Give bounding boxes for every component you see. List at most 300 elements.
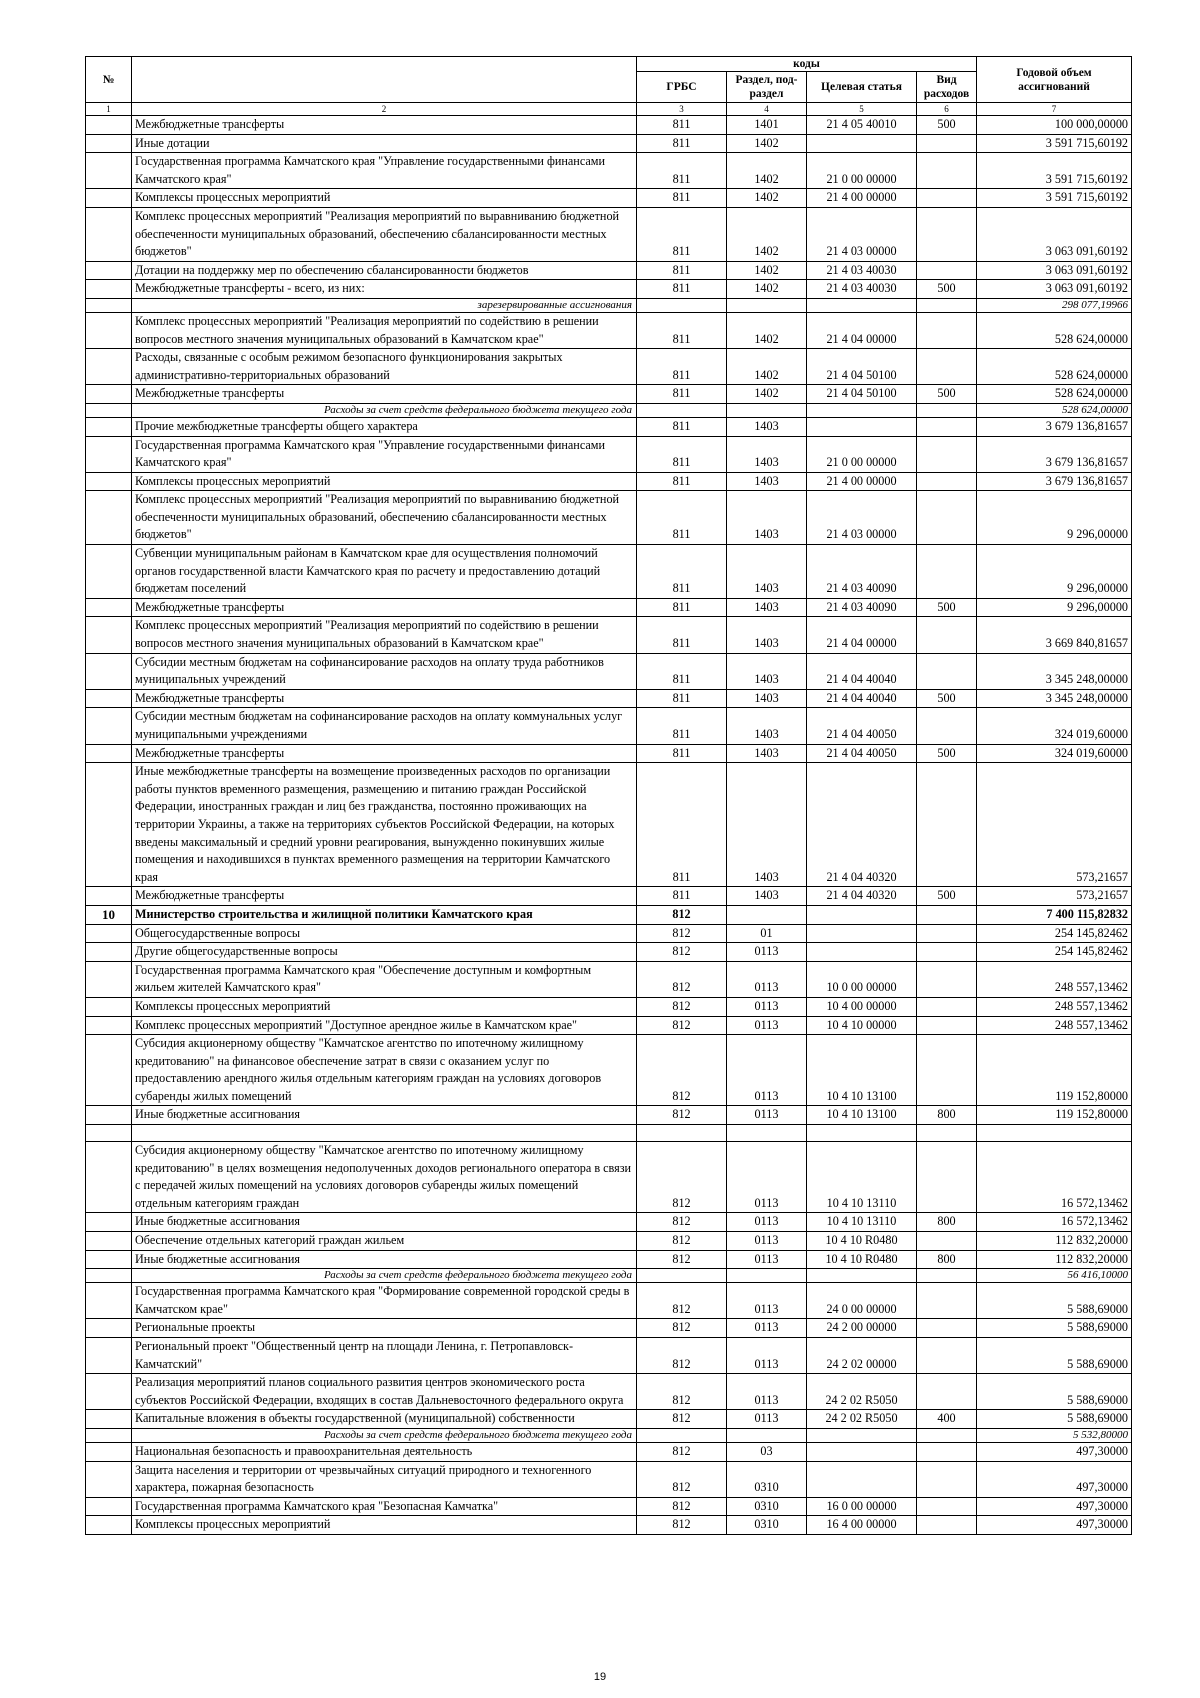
row-number-cell	[86, 312, 132, 348]
note-row	[86, 1269, 1132, 1283]
column-number: 3	[637, 103, 727, 116]
grbs-code: 812	[637, 1338, 727, 1374]
row-number-cell	[86, 689, 132, 708]
annual-amount: 3 345 248,00000	[977, 689, 1132, 708]
expense-type-code	[917, 1497, 977, 1516]
target-article-code: 10 4 10 13110	[807, 1213, 917, 1232]
table-row	[86, 1319, 1132, 1338]
empty-cell	[727, 1125, 807, 1142]
expense-type-code	[917, 153, 977, 189]
target-article-code: 21 4 04 50100	[807, 385, 917, 404]
expense-name: Государственная программа Камчатского края "Управление государственными финансами Камчатского края"	[132, 153, 637, 189]
row-number-cell	[86, 491, 132, 545]
expense-type-code: 800	[917, 1106, 977, 1125]
annual-amount: 497,30000	[977, 1442, 1132, 1461]
grbs-code: 811	[637, 207, 727, 261]
target-article-code: 21 4 04 50100	[807, 349, 917, 385]
razdel-code: 1402	[727, 280, 807, 299]
razdel-code: 1402	[727, 385, 807, 404]
grbs-code: 812	[637, 1516, 727, 1535]
annual-amount: 112 832,20000	[977, 1232, 1132, 1251]
expense-name: Комплекс процессных мероприятий "Реализация мероприятий по выравниванию бюджетной обеспеченности муниципальных образований, обеспечению сбалансированности местных бюджетов"	[132, 491, 637, 545]
table-row	[86, 997, 1132, 1016]
target-article-code: 24 2 02 00000	[807, 1338, 917, 1374]
expense-type-code	[917, 545, 977, 599]
expense-name: Межбюджетные трансферты	[132, 385, 637, 404]
razdel-code: 1403	[727, 472, 807, 491]
column-number: 1	[86, 103, 132, 116]
target-article-code: 21 4 03 00000	[807, 207, 917, 261]
table-row	[86, 1035, 1132, 1106]
table-row	[86, 280, 1132, 299]
expense-name: Комплексы процессных мероприятий	[132, 997, 637, 1016]
target-article-code	[807, 1442, 917, 1461]
annual-amount: 112 832,20000	[977, 1250, 1132, 1269]
empty-cell	[977, 1125, 1132, 1142]
row-number-cell	[86, 1410, 132, 1429]
row-number-cell	[86, 1428, 132, 1442]
target-article-code: 21 0 00 00000	[807, 436, 917, 472]
row-number-cell	[86, 436, 132, 472]
grbs-code: 811	[637, 887, 727, 906]
expense-name: Комплексы процессных мероприятий	[132, 472, 637, 491]
table-row	[86, 961, 1132, 997]
razdel-code: 1403	[727, 763, 807, 887]
budget-table	[85, 56, 1132, 1535]
razdel-code: 0113	[727, 1338, 807, 1374]
row-number-cell	[86, 1106, 132, 1125]
grbs-code: 811	[637, 312, 727, 348]
expense-type-code	[917, 1016, 977, 1035]
grbs-code: 811	[637, 472, 727, 491]
razdel-code: 1403	[727, 598, 807, 617]
grbs-code: 812	[637, 1106, 727, 1125]
note-text: Расходы за счет средств федерального бюджета текущего года	[132, 1269, 637, 1283]
column-number: 6	[917, 103, 977, 116]
header-name	[132, 57, 637, 103]
annual-amount: 497,30000	[977, 1516, 1132, 1535]
razdel-code: 0113	[727, 961, 807, 997]
header-codes: коды	[637, 57, 977, 72]
row-number-cell	[86, 207, 132, 261]
target-article-code: 24 2 02 R5050	[807, 1410, 917, 1429]
annual-amount: 3 679 136,81657	[977, 417, 1132, 436]
target-article-code: 21 4 03 40030	[807, 280, 917, 299]
note-amount: 298 077,19966	[977, 298, 1132, 312]
expense-name: Иные бюджетные ассигнования	[132, 1213, 637, 1232]
row-number-cell	[86, 1142, 132, 1213]
expense-type-code	[917, 708, 977, 744]
razdel-code: 0113	[727, 1319, 807, 1338]
expense-name: Межбюджетные трансферты - всего, из них:	[132, 280, 637, 299]
table-row	[86, 385, 1132, 404]
note-text: Расходы за счет средств федерального бюджета текущего года	[132, 403, 637, 417]
row-number-cell	[86, 153, 132, 189]
grbs-code: 811	[637, 491, 727, 545]
razdel-code: 1403	[727, 545, 807, 599]
expense-type-code	[917, 924, 977, 943]
expense-name: Комплекс процессных мероприятий "Доступное арендное жилье в Камчатском крае"	[132, 1016, 637, 1035]
row-number-cell	[86, 598, 132, 617]
grbs-code: 812	[637, 905, 727, 924]
row-number-cell	[86, 997, 132, 1016]
razdel-code: 03	[727, 1442, 807, 1461]
expense-name: Субсидии местным бюджетам на софинансирование расходов на оплату коммунальных услуг муниципальными учреждениями	[132, 708, 637, 744]
razdel-code: 0113	[727, 1106, 807, 1125]
expense-type-code	[917, 349, 977, 385]
expense-type-code	[917, 472, 977, 491]
razdel-code: 1403	[727, 491, 807, 545]
annual-amount: 254 145,82462	[977, 943, 1132, 962]
row-number-cell	[86, 1442, 132, 1461]
empty-cell	[727, 1428, 807, 1442]
grbs-code: 811	[637, 598, 727, 617]
annual-amount: 3 679 136,81657	[977, 472, 1132, 491]
table-row	[86, 887, 1132, 906]
expense-name: Комплекс процессных мероприятий "Реализация мероприятий по содействию в решении вопросов местного значения муниципальных образований в Камчатском крае"	[132, 312, 637, 348]
row-number-cell	[86, 1374, 132, 1410]
target-article-code: 21 4 04 40050	[807, 744, 917, 763]
note-row	[86, 403, 1132, 417]
annual-amount: 9 296,00000	[977, 491, 1132, 545]
expense-type-code	[917, 1338, 977, 1374]
row-number-cell	[86, 1269, 132, 1283]
row-number-cell	[86, 116, 132, 135]
expense-name: Региональный проект "Общественный центр на площади Ленина, г. Петропавловск-Камчатский"	[132, 1338, 637, 1374]
razdel-code: 0113	[727, 943, 807, 962]
target-article-code: 21 4 04 00000	[807, 312, 917, 348]
target-article-code: 16 0 00 00000	[807, 1497, 917, 1516]
razdel-code: 1403	[727, 708, 807, 744]
row-number-cell	[86, 1035, 132, 1106]
target-article-code: 21 4 03 40090	[807, 598, 917, 617]
target-article-code: 21 4 04 40040	[807, 653, 917, 689]
target-article-code: 21 4 04 40320	[807, 763, 917, 887]
grbs-code: 811	[637, 280, 727, 299]
annual-amount: 3 591 715,60192	[977, 134, 1132, 153]
target-article-code: 21 4 03 00000	[807, 491, 917, 545]
razdel-code: 1402	[727, 189, 807, 208]
table-row	[86, 1497, 1132, 1516]
row-number-cell	[86, 887, 132, 906]
expense-name: Иные межбюджетные трансферты на возмещение произведенных расходов по организации работы пунктов временного размещения, размещению и питанию граждан Российской Федерации, иностранных граждан и лиц без гражданства, постоянно проживающих на территории Украины, а также на территориях субъектов Российской Федерации, на которых введены максимальный и средний уровни реагирования, вынужденно покинувших жилые помещения и находившихся в пунктах временного размещения на территории Камчатского края	[132, 763, 637, 887]
annual-amount: 7 400 115,82832	[977, 905, 1132, 924]
annual-amount: 528 624,00000	[977, 385, 1132, 404]
expense-type-code	[917, 1461, 977, 1497]
razdel-code: 1403	[727, 653, 807, 689]
row-number-cell	[86, 298, 132, 312]
razdel-code: 0113	[727, 997, 807, 1016]
annual-amount: 254 145,82462	[977, 924, 1132, 943]
annual-amount: 5 588,69000	[977, 1410, 1132, 1429]
table-row	[86, 617, 1132, 653]
grbs-code: 812	[637, 1232, 727, 1251]
grbs-code: 812	[637, 1035, 727, 1106]
empty-cell	[807, 1269, 917, 1283]
target-article-code: 16 4 00 00000	[807, 1516, 917, 1535]
expense-type-code	[917, 1142, 977, 1213]
header-expense-type: Вид расходов	[917, 72, 977, 103]
grbs-code: 812	[637, 1142, 727, 1213]
razdel-code: 0113	[727, 1250, 807, 1269]
target-article-code: 10 0 00 00000	[807, 961, 917, 997]
expense-type-code	[917, 491, 977, 545]
razdel-code: 1402	[727, 134, 807, 153]
expense-type-code: 400	[917, 1410, 977, 1429]
grbs-code: 812	[637, 961, 727, 997]
target-article-code: 21 4 04 40320	[807, 887, 917, 906]
grbs-code: 812	[637, 1442, 727, 1461]
razdel-code: 1402	[727, 312, 807, 348]
razdel-code: 0310	[727, 1516, 807, 1535]
razdel-code: 0113	[727, 1232, 807, 1251]
annual-amount: 100 000,00000	[977, 116, 1132, 135]
annual-amount: 248 557,13462	[977, 997, 1132, 1016]
expense-type-code	[917, 189, 977, 208]
expense-type-code: 500	[917, 598, 977, 617]
row-number-cell	[86, 280, 132, 299]
table-row	[86, 744, 1132, 763]
annual-amount: 16 572,13462	[977, 1142, 1132, 1213]
target-article-code: 21 4 04 40040	[807, 689, 917, 708]
annual-amount: 3 591 715,60192	[977, 189, 1132, 208]
expense-name: Капитальные вложения в объекты государственной (муниципальной) собственности	[132, 1410, 637, 1429]
target-article-code: 21 4 03 40090	[807, 545, 917, 599]
empty-cell	[917, 1269, 977, 1283]
expense-type-code	[917, 1319, 977, 1338]
expense-type-code: 500	[917, 385, 977, 404]
table-row	[86, 1016, 1132, 1035]
razdel-code: 1402	[727, 349, 807, 385]
note-amount: 5 532,80000	[977, 1428, 1132, 1442]
expense-type-code	[917, 261, 977, 280]
grbs-code: 811	[637, 116, 727, 135]
note-amount: 528 624,00000	[977, 403, 1132, 417]
ministry-row	[86, 905, 1132, 924]
empty-cell	[637, 1269, 727, 1283]
column-numbers-row	[86, 103, 1132, 116]
expense-name: Обеспечение отдельных категорий граждан жильем	[132, 1232, 637, 1251]
target-article-code: 10 4 10 00000	[807, 1016, 917, 1035]
annual-amount: 528 624,00000	[977, 349, 1132, 385]
expense-type-code	[917, 1232, 977, 1251]
table-row	[86, 1106, 1132, 1125]
grbs-code: 812	[637, 997, 727, 1016]
expense-type-code	[917, 1516, 977, 1535]
expense-name: Межбюджетные трансферты	[132, 744, 637, 763]
expense-type-code	[917, 1374, 977, 1410]
table-row	[86, 763, 1132, 887]
row-number-cell	[86, 1250, 132, 1269]
table-row	[86, 349, 1132, 385]
grbs-code: 812	[637, 1016, 727, 1035]
annual-amount: 528 624,00000	[977, 312, 1132, 348]
expense-type-code	[917, 1442, 977, 1461]
expense-name: Прочие межбюджетные трансферты общего характера	[132, 417, 637, 436]
grbs-code: 811	[637, 349, 727, 385]
target-article-code: 21 4 03 40030	[807, 261, 917, 280]
row-number-cell	[86, 134, 132, 153]
row-number-cell	[86, 472, 132, 491]
annual-amount: 248 557,13462	[977, 961, 1132, 997]
table-row	[86, 261, 1132, 280]
annual-amount: 5 588,69000	[977, 1338, 1132, 1374]
expense-name: Иные бюджетные ассигнования	[132, 1106, 637, 1125]
row-number-cell	[86, 744, 132, 763]
row-number-cell	[86, 1016, 132, 1035]
grbs-code: 811	[637, 436, 727, 472]
annual-amount: 5 588,69000	[977, 1319, 1132, 1338]
expense-type-code: 500	[917, 744, 977, 763]
annual-amount: 9 296,00000	[977, 598, 1132, 617]
row-number-cell	[86, 1461, 132, 1497]
table-row	[86, 1461, 1132, 1497]
annual-amount: 119 152,80000	[977, 1106, 1132, 1125]
expense-type-code	[917, 1035, 977, 1106]
expense-name: Государственная программа Камчатского края "Формирование современной городской среды в Камчатском крае"	[132, 1283, 637, 1319]
column-number: 4	[727, 103, 807, 116]
grbs-code: 811	[637, 385, 727, 404]
expense-name: Общегосударственные вопросы	[132, 924, 637, 943]
note-amount: 56 416,10000	[977, 1269, 1132, 1283]
table-row	[86, 943, 1132, 962]
target-article-code: 10 4 00 00000	[807, 997, 917, 1016]
razdel-code: 0113	[727, 1283, 807, 1319]
table-row	[86, 1338, 1132, 1374]
table-row	[86, 207, 1132, 261]
grbs-code: 811	[637, 708, 727, 744]
row-number-cell	[86, 1516, 132, 1535]
column-number: 5	[807, 103, 917, 116]
annual-amount: 5 588,69000	[977, 1374, 1132, 1410]
budget-table-sheet	[85, 56, 1131, 1535]
empty-cell	[86, 1125, 132, 1142]
empty-cell	[727, 298, 807, 312]
annual-amount: 3 063 091,60192	[977, 280, 1132, 299]
expense-type-code: 800	[917, 1250, 977, 1269]
header-razdel: Раздел, под-раздел	[727, 72, 807, 103]
expense-name: Другие общегосударственные вопросы	[132, 943, 637, 962]
expense-type-code	[917, 961, 977, 997]
expense-name: Государственная программа Камчатского края "Управление государственными финансами Камчатского края"	[132, 436, 637, 472]
column-number: 2	[132, 103, 637, 116]
grbs-code: 812	[637, 1461, 727, 1497]
razdel-code: 0310	[727, 1461, 807, 1497]
empty-cell	[637, 298, 727, 312]
empty-cell	[917, 1125, 977, 1142]
expense-type-code	[917, 763, 977, 887]
row-number-cell	[86, 1213, 132, 1232]
expense-name: Иные бюджетные ассигнования	[132, 1250, 637, 1269]
row-number-cell	[86, 261, 132, 280]
target-article-code: 10 4 10 13100	[807, 1106, 917, 1125]
target-article-code: 10 4 10 13110	[807, 1142, 917, 1213]
annual-amount: 5 588,69000	[977, 1283, 1132, 1319]
target-article-code	[807, 1461, 917, 1497]
expense-name: Комплексы процессных мероприятий	[132, 189, 637, 208]
row-number-cell	[86, 349, 132, 385]
razdel-code: 0113	[727, 1213, 807, 1232]
table-row	[86, 312, 1132, 348]
expense-type-code	[917, 134, 977, 153]
target-article-code: 10 4 10 13100	[807, 1035, 917, 1106]
grbs-code: 811	[637, 189, 727, 208]
row-number-cell	[86, 653, 132, 689]
annual-amount: 3 669 840,81657	[977, 617, 1132, 653]
grbs-code: 811	[637, 545, 727, 599]
column-number: 7	[977, 103, 1132, 116]
note-text: Расходы за счет средств федерального бюджета текущего года	[132, 1428, 637, 1442]
row-number-cell	[86, 943, 132, 962]
annual-amount: 573,21657	[977, 887, 1132, 906]
expense-name: Иные дотации	[132, 134, 637, 153]
table-row	[86, 1283, 1132, 1319]
header-grbs: ГРБС	[637, 72, 727, 103]
target-article-code: 24 2 00 00000	[807, 1319, 917, 1338]
grbs-code: 812	[637, 943, 727, 962]
empty-cell	[727, 403, 807, 417]
target-article-code	[807, 905, 917, 924]
annual-amount: 497,30000	[977, 1461, 1132, 1497]
expense-name: Расходы, связанные с особым режимом безопасного функционирования закрытых административно-территориальных образований	[132, 349, 637, 385]
empty-cell	[807, 298, 917, 312]
razdel-code: 0113	[727, 1016, 807, 1035]
header-num: №	[86, 57, 132, 103]
empty-cell	[807, 1125, 917, 1142]
annual-amount: 3 679 136,81657	[977, 436, 1132, 472]
expense-type-code	[917, 207, 977, 261]
razdel-code: 1403	[727, 887, 807, 906]
annual-amount: 3 063 091,60192	[977, 261, 1132, 280]
grbs-code: 812	[637, 1319, 727, 1338]
row-number-cell	[86, 189, 132, 208]
empty-cell	[917, 1428, 977, 1442]
table-row	[86, 491, 1132, 545]
note-row	[86, 1428, 1132, 1442]
grbs-code: 811	[637, 617, 727, 653]
empty-cell	[637, 1125, 727, 1142]
annual-amount: 497,30000	[977, 1497, 1132, 1516]
row-number-cell	[86, 545, 132, 599]
table-row	[86, 1232, 1132, 1251]
expense-name: Национальная безопасность и правоохранительная деятельность	[132, 1442, 637, 1461]
expense-name: Государственная программа Камчатского края "Безопасная Камчатка"	[132, 1497, 637, 1516]
razdel-code: 1402	[727, 207, 807, 261]
row-number-cell	[86, 1232, 132, 1251]
expense-name: Региональные проекты	[132, 1319, 637, 1338]
row-number-cell	[86, 924, 132, 943]
expense-name: Комплексы процессных мероприятий	[132, 1516, 637, 1535]
grbs-code: 812	[637, 1250, 727, 1269]
expense-type-code: 500	[917, 689, 977, 708]
expense-type-code	[917, 417, 977, 436]
target-article-code: 21 4 05 40010	[807, 116, 917, 135]
target-article-code: 21 4 00 00000	[807, 189, 917, 208]
note-text: зарезервированные ассигнования	[132, 298, 637, 312]
annual-amount: 324 019,60000	[977, 744, 1132, 763]
annual-amount: 573,21657	[977, 763, 1132, 887]
expense-name: Межбюджетные трансферты	[132, 689, 637, 708]
annual-amount: 16 572,13462	[977, 1213, 1132, 1232]
table-row	[86, 417, 1132, 436]
grbs-code: 811	[637, 417, 727, 436]
razdel-code: 1402	[727, 261, 807, 280]
row-number-cell	[86, 1283, 132, 1319]
expense-name: Субсидии местным бюджетам на софинансирование расходов на оплату труда работников муниципальных учреждений	[132, 653, 637, 689]
target-article-code: 21 0 00 00000	[807, 153, 917, 189]
target-article-code	[807, 943, 917, 962]
table-row	[86, 1213, 1132, 1232]
